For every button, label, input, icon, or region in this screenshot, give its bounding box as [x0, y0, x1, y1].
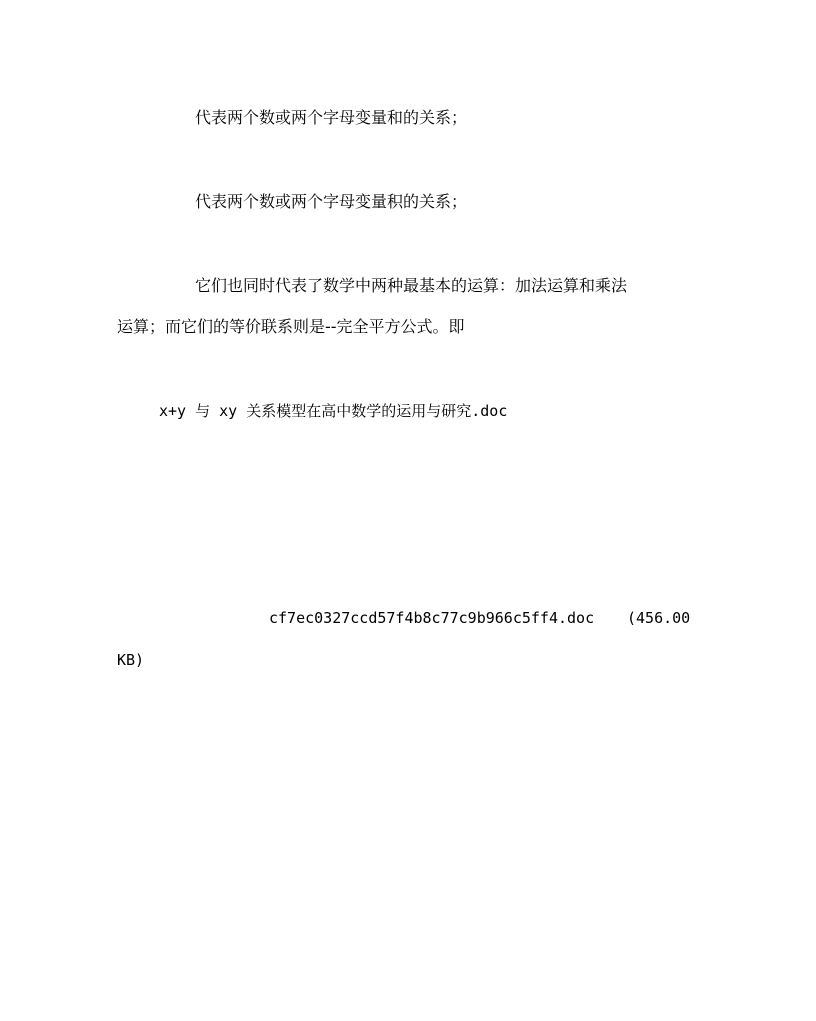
document-file-title: x+y 与 xy 关系模型在高中数学的运用与研究.doc — [159, 402, 508, 420]
paragraph-product-relation: 代表两个数或两个字母变量积的关系； — [195, 192, 468, 211]
attachment-size: (456.00 — [627, 609, 691, 627]
attachment-size-unit: KB) — [117, 651, 145, 669]
paragraph-sum-relation: 代表两个数或两个字母变量和的关系； — [195, 108, 468, 127]
paragraph-operations-line2: 运算；而它们的等价联系则是--完全平方公式。即 — [117, 317, 465, 336]
paragraph-operations-line1: 它们也同时代表了数学中两种最基本的运算：加法运算和乘法 — [195, 276, 628, 295]
attachment-filename[interactable]: cf7ec0327ccd57f4b8c77c9b966c5ff4.doc — [269, 609, 595, 627]
